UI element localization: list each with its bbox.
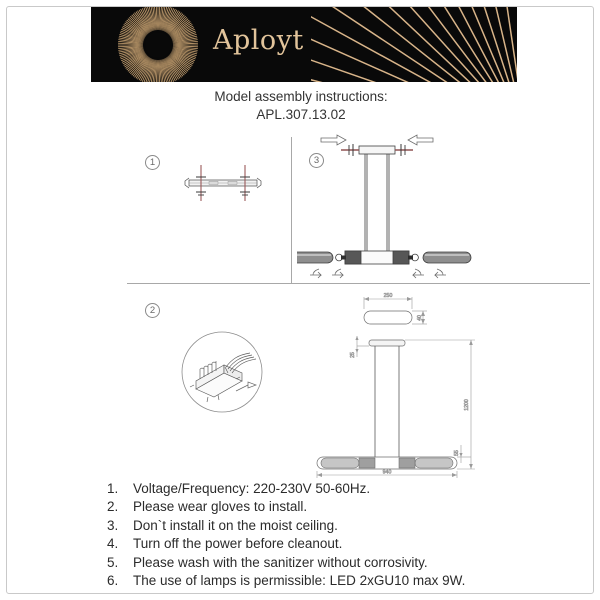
list-item-text: Please wash with the sanitizer without corrosivity. <box>133 554 428 570</box>
dim-940: 940 <box>382 469 392 476</box>
title-line-2: APL.307.13.02 <box>256 107 346 122</box>
list-item <box>107 554 537 572</box>
list-item-text: The use of lamps is permissible: LED 2xGU10 max 9W. <box>133 573 466 589</box>
step-badge-1: 1 <box>145 155 160 170</box>
list-item-text: Turn off the power before cleanout. <box>133 536 343 552</box>
fan-rays-icon <box>311 7 517 82</box>
dim-40: 40 <box>417 315 423 321</box>
list-item-text: Please wear gloves to install. <box>133 499 308 515</box>
list-item <box>107 517 537 535</box>
list-item-number: 2. <box>107 499 119 515</box>
step-3-drawing <box>297 133 517 283</box>
horizontal-divider <box>127 283 590 284</box>
right-tube <box>423 252 471 263</box>
dim-25: 25 <box>350 352 356 358</box>
title-line-1: Model assembly instructions: <box>214 89 388 104</box>
list-item <box>107 480 537 498</box>
list-item <box>107 572 537 590</box>
top-screw-right <box>395 144 413 156</box>
instruction-sheet <box>6 6 594 594</box>
instructions-list <box>107 480 537 590</box>
list-item <box>107 498 537 516</box>
list-item-number: 4. <box>107 536 119 552</box>
page-title <box>7 88 594 124</box>
step-2-drawing <box>170 329 278 415</box>
sunburst-icon <box>117 7 199 82</box>
dim-55: 55 <box>454 450 460 456</box>
dim-250: 250 <box>383 293 393 299</box>
step-badge-2: 2 <box>145 303 160 318</box>
dimension-drawing <box>299 285 525 480</box>
sunburst-core <box>145 32 171 58</box>
left-tube <box>297 252 333 263</box>
arrow-left-icon <box>321 135 346 145</box>
list-item <box>107 535 537 553</box>
list-item-number: 6. <box>107 573 119 589</box>
list-item-text: Don`t install it on the moist ceiling. <box>133 517 338 533</box>
step-1-drawing <box>183 162 263 204</box>
dim-1200: 1200 <box>464 399 470 411</box>
brand-banner <box>91 7 517 82</box>
vertical-divider <box>291 137 292 283</box>
brand-name: Aployt <box>213 25 304 56</box>
arrow-right-icon <box>408 135 433 145</box>
insert-hint-arrows <box>310 269 446 278</box>
step-badge-3: 3 <box>309 153 324 168</box>
list-item-number: 1. <box>107 481 119 496</box>
list-item-text: Voltage/Frequency: 220-230V 50-60Hz. <box>133 481 371 496</box>
top-screw-left <box>341 144 359 156</box>
push-arrow-icon <box>236 382 256 391</box>
list-item-number: 5. <box>107 554 119 570</box>
list-item-number: 3. <box>107 517 119 533</box>
